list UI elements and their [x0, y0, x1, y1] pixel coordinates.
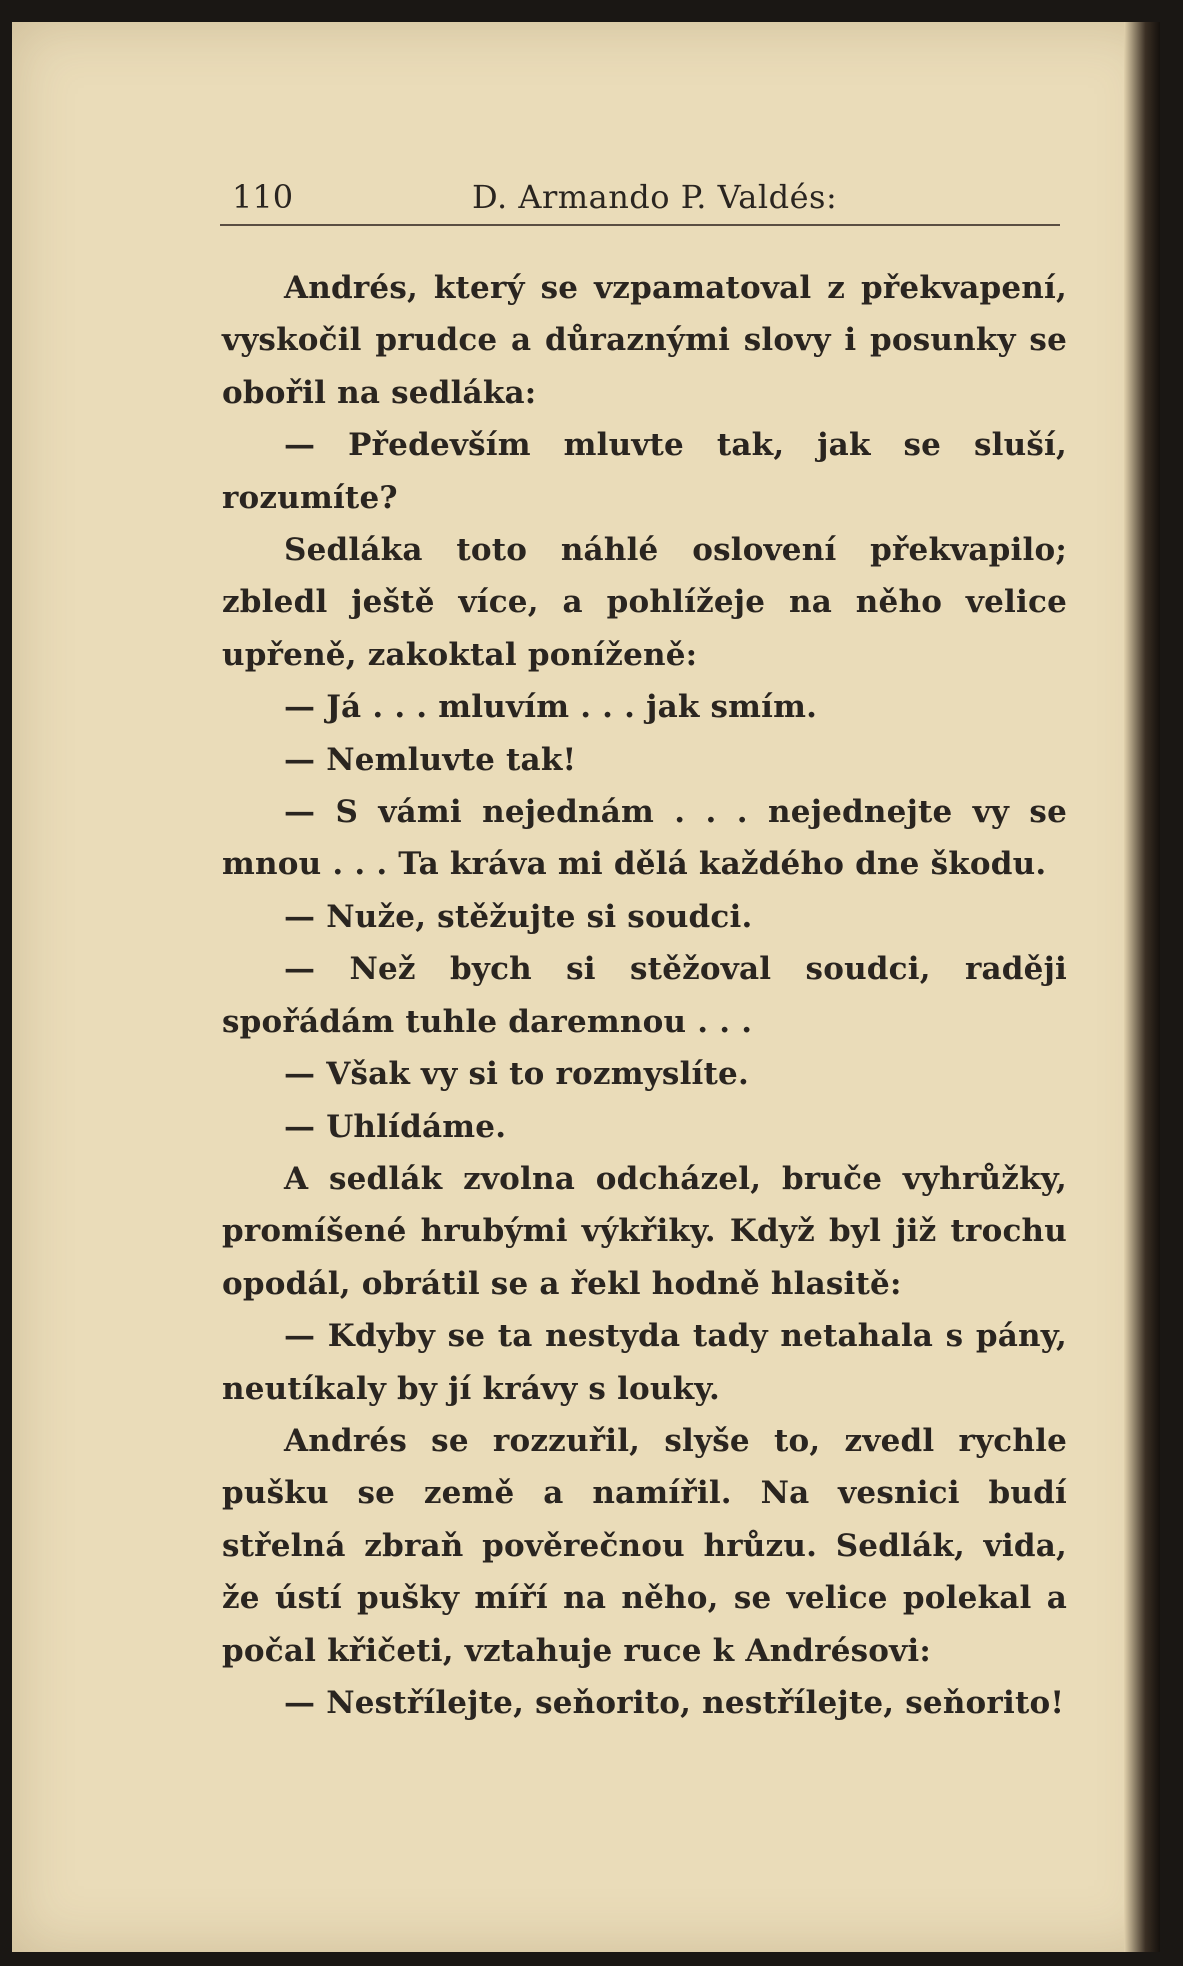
dialogue-line: — Kdyby se ta nestyda tady netahala s pány, neutíkaly by jí krávy s louky. [222, 1318, 1067, 1407]
paragraph: Andrés, který se vzpamatoval z překvapení, vyskočil prudce a důraznými slovy i posunky se obořil na sedláka: [222, 270, 1067, 411]
body-text [222, 262, 1067, 1729]
dialogue-line: — Nemluvte tak! [284, 741, 577, 778]
page-number: 110 [232, 178, 294, 216]
dialogue-line: — Nestřílejte, seňorito, nestřílejte, seňorito! [284, 1684, 1065, 1721]
page-header [220, 172, 1060, 226]
paragraph: Andrés se rozzuřil, slyše to, zvedl rychle pušku se země a namířil. Na vesnici budí střelná zbraň pověrečnou hrůzu. Sedlák, vida, že ústí pušky míří na něho, se velice polekal a počal křičeti, vztahuje ruce k Andrésovi: [222, 1422, 1067, 1669]
dialogue-line: — Především mluvte tak, jak se sluší, rozumíte? [222, 427, 1067, 516]
running-title: D. Armando P. Valdés: [472, 178, 838, 216]
dialogue-line: — Nuže, stěžujte si soudci. [284, 898, 753, 935]
paragraph: Sedláka toto náhlé oslovení překvapilo; zbledl ještě více, a pohlížeje na něho velice upřeně, zakoktal poníženě: [222, 532, 1067, 673]
dialogue-line: — S vámi nejednám . . . nejednejte vy se mnou . . . Ta kráva mi dělá každého dne škodu. [222, 794, 1067, 883]
dialogue-line: — Však vy si to rozmyslíte. [284, 1056, 749, 1093]
dialogue-line: — Než bych si stěžoval soudci, raději spořádám tuhle daremnou . . . [222, 951, 1067, 1040]
book-gutter [1124, 22, 1160, 1952]
dialogue-line: — Uhlídáme. [284, 1108, 507, 1145]
dialogue-line: — Já . . . mluvím . . . jak smím. [284, 689, 818, 726]
paragraph: A sedlák zvolna odcházel, bruče vyhrůžky, promíšené hrubými výkřiky. Když byl již trochu opodál, obrátil se a řekl hodně hlasitě: [222, 1160, 1067, 1302]
